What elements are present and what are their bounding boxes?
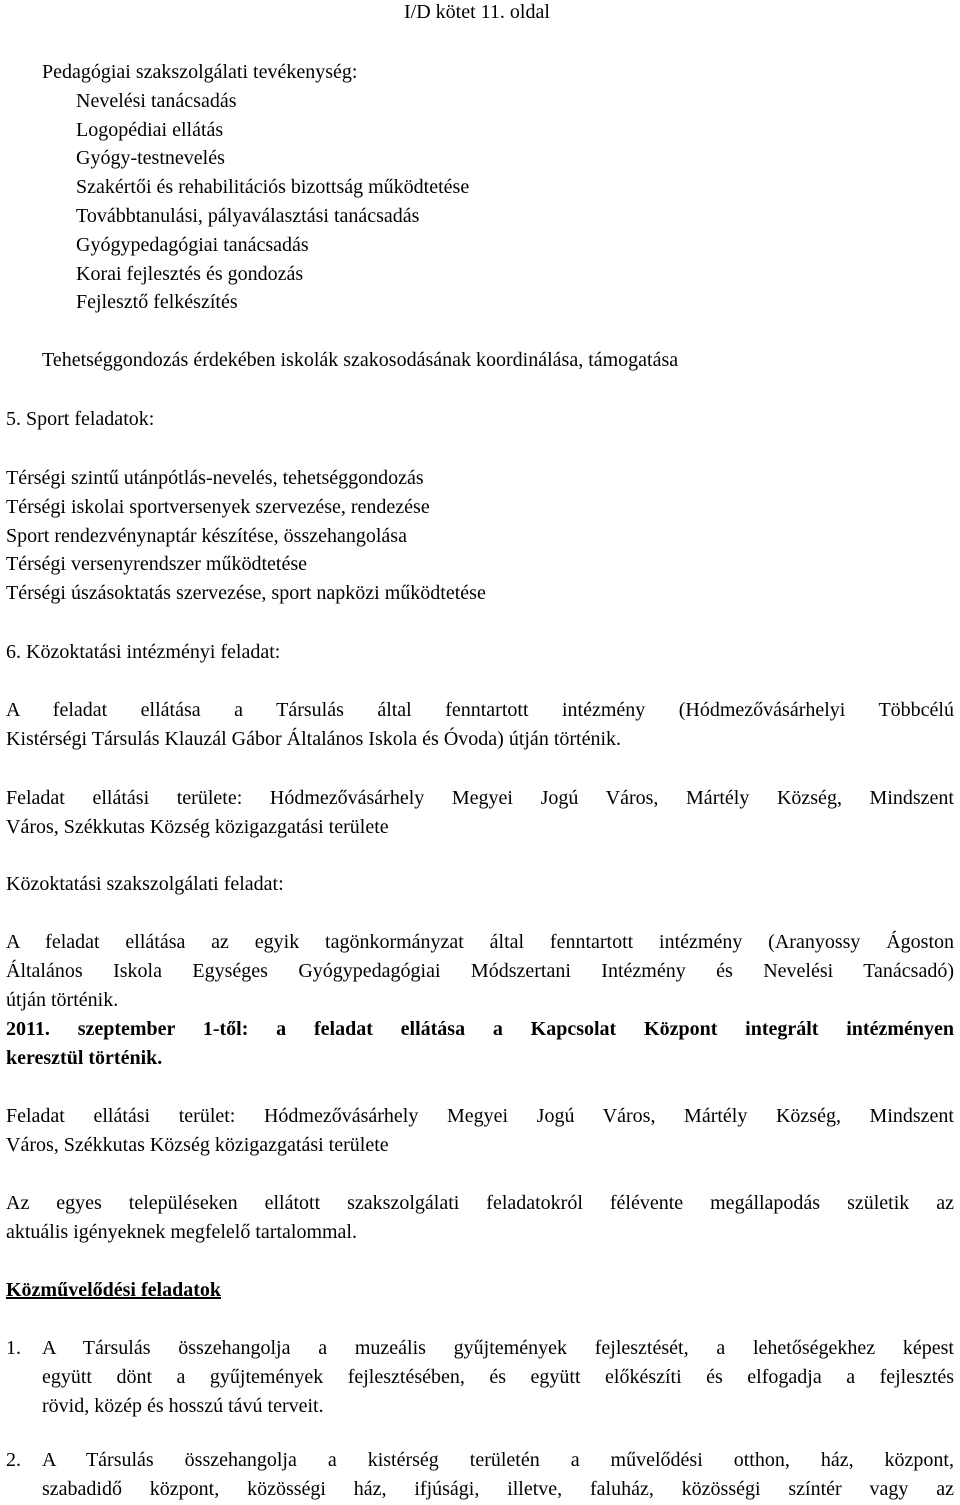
bold-notice <box>6 1015 954 1073</box>
bold-line: 2011. szeptember 1-től: a feladat ellátása a Kapcsolat Központ integrált intézményen <box>6 1018 954 1040</box>
sport-item: Térségi versenyrendszer működtetése <box>6 553 307 576</box>
service-heading: Közoktatási szakszolgálati feladat: <box>6 873 284 895</box>
pedagogy-section <box>6 58 954 317</box>
sport-item: Sport rendezvénynaptár készítése, összehangolása <box>6 524 407 547</box>
education-paragraph-4 <box>6 1102 954 1160</box>
sport-item: Térségi úszásoktatás szervezése, sport napközi működtetése <box>6 582 486 605</box>
education-paragraph-5 <box>6 1189 954 1247</box>
paragraph-line: Az egyes településeken ellátott szakszolgálati feladatokról félévente megállapodás születik az <box>6 1192 954 1214</box>
paragraph-line: Város, Székkutas Község közigazgatási területe <box>6 815 389 838</box>
paragraph-line: Általános Iskola Egységes Gyógypedagógiai Módszertani Intézmény és Nevelési Tanácsadó) <box>6 959 954 982</box>
item-line: együtt dönt a gyűjtemények fejlesztésében, és együtt előkészíti és elfogadja a fejlesztés <box>42 1365 954 1388</box>
pedagogy-title: Pedagógiai szakszolgálati tevékenység: <box>42 61 358 83</box>
culture-item-1 <box>6 1334 954 1420</box>
culture-heading: Közművelődési feladatok <box>6 1279 221 1301</box>
pedagogy-item: Nevelési tanácsadás <box>76 89 237 112</box>
page-header: I/D kötet 11. oldal <box>404 1 550 23</box>
paragraph-line: aktuális igényeknek megfelelő tartalommal. <box>6 1220 357 1243</box>
bold-line: keresztül történik. <box>6 1046 163 1069</box>
pedagogy-item: Korai fejlesztés és gondozás <box>76 262 304 285</box>
pedagogy-item: Logopédiai ellátás <box>76 118 224 141</box>
education-paragraph-3 <box>6 928 954 1014</box>
pedagogy-item: Továbbtanulási, pályaválasztási tanácsadás <box>76 204 420 227</box>
education-paragraph-1 <box>6 696 954 754</box>
sport-list <box>6 464 954 608</box>
sport-item: Térségi iskolai sportversenyek szervezése, rendezése <box>6 495 430 518</box>
sport-item: Térségi szintű utánpótlás-nevelés, tehetséggondozás <box>6 467 424 489</box>
paragraph-line: Feladat ellátási területe: Hódmezővásárhely Megyei Jogú Város, Mártély Község, Mindszent <box>6 787 954 809</box>
paragraph-line: A feladat ellátása a Társulás által fenntartott intézmény (Hódmezővásárhelyi Többcélú <box>6 699 954 721</box>
pedagogy-item: Szakértői és rehabilitációs bizottság működtetése <box>76 176 470 199</box>
paragraph-line: Város, Székkutas Község közigazgatási területe <box>6 1133 389 1156</box>
item-line: A Társulás összehangolja a muzeális gyűjtemények fejlesztését, a lehetőségekhez képest <box>42 1337 954 1359</box>
education-heading: 6. Közoktatási intézményi feladat: <box>6 641 281 663</box>
item-line: rövid, közép és hosszú távú terveit. <box>42 1394 324 1417</box>
pedagogy-item: Gyógy-testnevelés <box>76 147 225 170</box>
pedagogy-item: Gyógypedagógiai tanácsadás <box>76 233 309 256</box>
pedagogy-item: Fejlesztő felkészítés <box>76 291 238 314</box>
paragraph-line: Feladat ellátási terület: Hódmezővásárhely Megyei Jogú Város, Mártély Község, Mindszent <box>6 1105 954 1127</box>
item-number: 2. <box>6 1449 21 1471</box>
culture-item-2 <box>6 1446 954 1504</box>
paragraph-line: Kistérségi Társulás Klauzál Gábor Általános Iskola és Óvoda) útján történik. <box>6 727 622 750</box>
education-paragraph-2 <box>6 784 954 842</box>
item-number: 1. <box>6 1337 21 1359</box>
sport-heading: 5. Sport feladatok: <box>6 408 155 430</box>
item-line: szabadidő központ, közösségi ház, ifjúsági, illetve, faluház, közösségi színtér vagy az <box>42 1477 954 1500</box>
paragraph-line: A feladat ellátása az egyik tagönkormányzat által fenntartott intézmény (Aranyossy Ágoston <box>6 931 954 953</box>
paragraph-line: útján történik. <box>6 988 119 1011</box>
talent-line: Tehetséggondozás érdekében iskolák szakosodásának koordinálása, támogatása <box>42 349 679 371</box>
item-line: A Társulás összehangolja a kistérség területén a művelődési otthon, ház, központ, <box>42 1449 954 1471</box>
